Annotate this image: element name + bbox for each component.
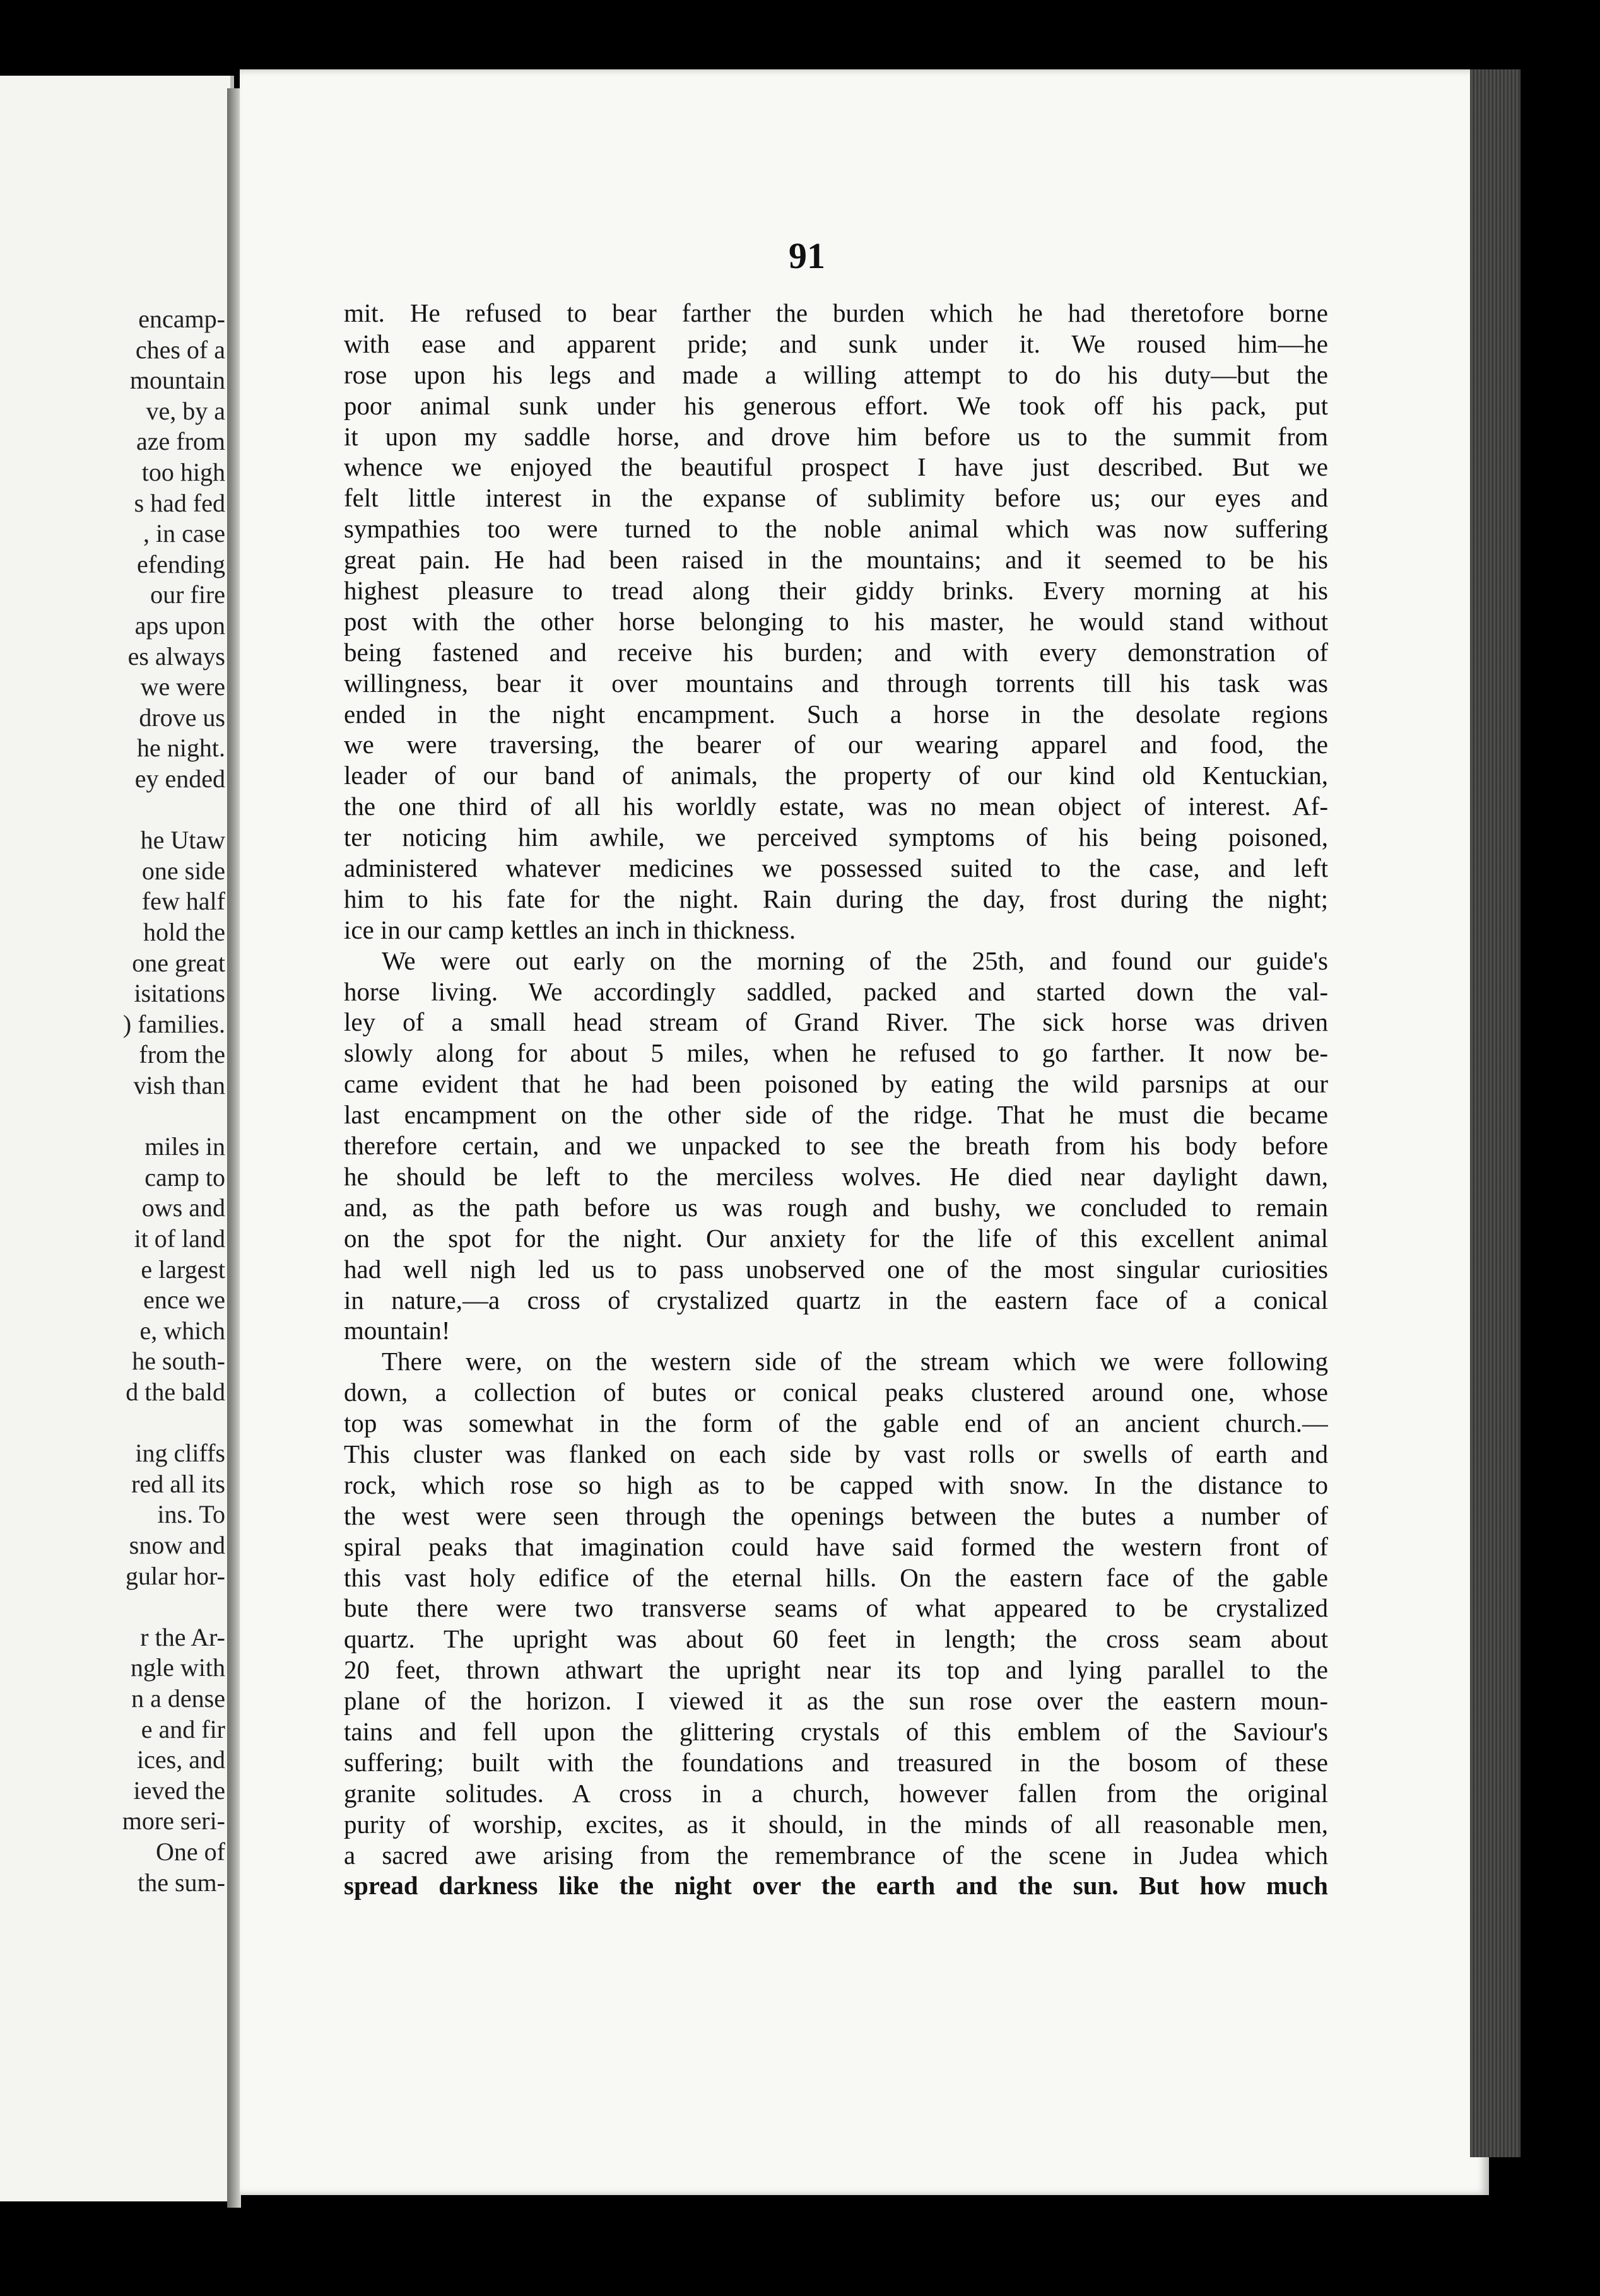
left-page-fragment: ) families. [122,1009,225,1038]
left-page-fragment: one great [132,948,225,977]
text-line: bute there were two transverse seams of what appeared to be crystalized [344,1593,1328,1623]
text-line: spiral peaks that imagination could have said formed the western front of [344,1532,1328,1561]
left-page-fragment: n a dense [131,1684,225,1713]
left-page-fragment: e and fir [141,1714,225,1743]
left-page-fragment: , in case [143,519,225,548]
text-line: quartz. The upright was about 60 feet in length; the cross seam about [344,1624,1328,1654]
text-line: last encampment on the other side of the ridge. That he must die became [344,1100,1328,1130]
text-line: tains and fell upon the glittering crystals of this emblem of the Saviour's [344,1716,1328,1746]
text-line: on the spot for the night. Our anxiety for the life of this excellent animal [344,1223,1328,1253]
text-line: mit. He refused to bear farther the burden which he had theretofore borne [344,298,1328,327]
text-line: he should be left to the merciless wolves. He died near daylight dawn, [344,1161,1328,1191]
text-line: spread darkness like the night over the earth and the sun. But how much [344,1871,1328,1901]
left-page-fragment: ins. To [157,1500,225,1529]
text-line: top was somewhat in the form of the gable end of an ancient church.— [344,1409,1328,1438]
text-line: with ease and apparent pride; and sunk under it. We roused him—he [344,329,1328,358]
body-text [344,298,1328,1901]
text-line: down, a collection of butes or conical peaks clustered around one, whose [344,1378,1328,1407]
text-line: 20 feet, thrown athwart the upright near its top and lying parallel to the [344,1655,1328,1685]
text-line: great pain. He had been raised in the mountains; and it seemed to be his [344,545,1328,575]
text-line: ter noticing him awhile, we perceived symptoms of his being poisoned, [344,823,1328,852]
left-page-fragment: isitations [134,979,225,1008]
left-page-fragment: hold the [143,918,225,946]
text-line: came evident that he had been poisoned by eating the wild parsnips at our [344,1069,1328,1099]
left-page-fragment: one side [141,856,225,885]
left-page-fragment: es always [127,641,225,671]
page-edges [1470,69,1521,2157]
text-line: and, as the path before us was rough and bushy, we concluded to remain [344,1192,1328,1222]
left-page-fragment: e largest [141,1255,225,1284]
text-line: mountain! [344,1316,450,1345]
left-page-fragment: aze from [136,427,225,456]
text-line: had well nigh led us to pass unobserved one of the most singular curiosities [344,1254,1328,1284]
left-page-fragment: e, which [139,1316,225,1345]
text-line: a sacred awe arising from the remembrance of the scene in Judea which [344,1840,1328,1870]
left-page-fragment: miles in [144,1132,225,1161]
left-page-fragment: ve, by a [146,396,225,425]
left-page-fragment: One of [156,1837,225,1866]
left-page-fragment: red all its [131,1469,225,1498]
text-line: highest pleasure to tread along their giddy brinks. Every morning at his [344,576,1328,606]
text-line: leader of our band of animals, the property of our kind old Kentuckian, [344,761,1328,790]
text-line: the west were seen through the openings between the butes a number of [344,1501,1328,1530]
text-line: rock, which rose so high as to be capped with snow. In the distance to [344,1470,1328,1499]
left-page-fragment: camp to [144,1163,225,1192]
text-line: ice in our camp kettles an inch in thickness. [344,915,796,944]
left-page-fragment: it of land [134,1224,225,1253]
text-line: we were traversing, the bearer of our wearing apparel and food, the [344,730,1328,759]
text-line: this vast holy edifice of the eternal hills. On the eastern face of the gable [344,1562,1328,1592]
text-line: post with the other horse belonging to his master, he would stand without [344,606,1328,636]
left-page-fragment: mountain [129,366,225,395]
text-line: felt little interest in the expanse of sublimity before us; our eyes and [344,483,1328,513]
left-page-fragment: from the [139,1040,225,1069]
left-page-fragment: aps upon [134,611,225,640]
text-line: There were, on the western side of the stream which we were following [382,1347,1328,1376]
text-line: in nature,—a cross of crystalized quartz in the eastern face of a conical [344,1285,1328,1315]
text-line: slowly along for about 5 miles, when he refused to go farther. It now be- [344,1038,1328,1068]
text-line: him to his fate for the night. Rain during the day, frost during the night; [344,884,1328,913]
left-page-fragment: ches of a [135,335,225,364]
text-line: sympathies too were turned to the noble animal which was now suffering [344,514,1328,544]
text-line: therefore certain, and we unpacked to see the breath from his body before [344,1131,1328,1161]
text-line: ended in the night encampment. Such a horse in the desolate regions [344,699,1328,729]
left-page-fragment: ices, and [137,1745,225,1774]
left-page-fragment: more seri- [122,1807,225,1836]
left-page-fragment: ing cliffs [135,1439,225,1468]
text-line: administered whatever medicines we possessed suited to the case, and left [344,853,1328,883]
left-page-fragment: snow and [129,1531,225,1559]
left-page-fragment: vish than [133,1071,225,1099]
left-page-fragment: ey ended [134,764,225,793]
text-line: suffering; built with the foundations and treasured in the bosom of these [344,1747,1328,1777]
left-page-fragment: gular hor- [125,1561,225,1590]
left-page [0,76,234,2201]
text-line: horse living. We accordingly saddled, packed and started down the val- [344,976,1328,1006]
left-page-fragment: r the Ar- [140,1622,225,1651]
left-page-fragment: encamp- [138,305,225,333]
left-page-fragment: efending [137,549,225,578]
text-line: the one third of all his worldly estate, was no mean object of interest. Af- [344,792,1328,821]
left-page-fragment: he night. [137,734,225,763]
text-line: rose upon his legs and made a willing attempt to do his duty—but the [344,360,1328,389]
left-page-fragment: we were [140,672,225,701]
text-line: it upon my saddle horse, and drove him before us to the summit from [344,421,1328,451]
left-page-fragment: s had fed [134,488,225,517]
text-line: whence we enjoyed the beautiful prospect I have just described. But we [344,452,1328,482]
left-page-fragment: ieved the [133,1776,225,1805]
text-line: purity of worship, excites, as it should, in the minds of all reasonable men, [344,1809,1328,1839]
left-page-fragment: few half [141,887,225,916]
left-page-fragment: the sum- [138,1868,225,1897]
text-line: poor animal sunk under his generous effort. We took off his pack, put [344,390,1328,420]
text-line: plane of the horizon. I viewed it as the sun rose over the eastern moun- [344,1686,1328,1716]
left-page-fragment: too high [141,458,225,486]
left-page-fragment: ngle with [131,1653,225,1682]
left-page-fragment: ence we [143,1286,225,1315]
left-page-fragment: ows and [141,1193,225,1222]
left-page-fragment: drove us [139,703,225,732]
text-line: We were out early on the morning of the 25th, and found our guide's [382,946,1328,975]
left-page-fragment: he Utaw [140,826,225,855]
text-line: granite solitudes. A cross in a church, however fallen from the original [344,1778,1328,1808]
left-page-fragment: our fire [150,580,225,609]
text-line: This cluster was flanked on each side by vast rolls or swells of earth and [344,1439,1328,1468]
left-page-fragment: he south- [132,1347,225,1376]
book-gutter [227,88,241,2208]
text-line: ley of a small head stream of Grand River. The sick horse was driven [344,1007,1328,1037]
text-line: willingness, bear it over mountains and through torrents till his task was [344,668,1328,698]
text-line: being fastened and receive his burden; and with every demonstration of [344,637,1328,667]
page-number: 91 [789,235,825,276]
left-page-fragment: d the bald [126,1378,225,1406]
